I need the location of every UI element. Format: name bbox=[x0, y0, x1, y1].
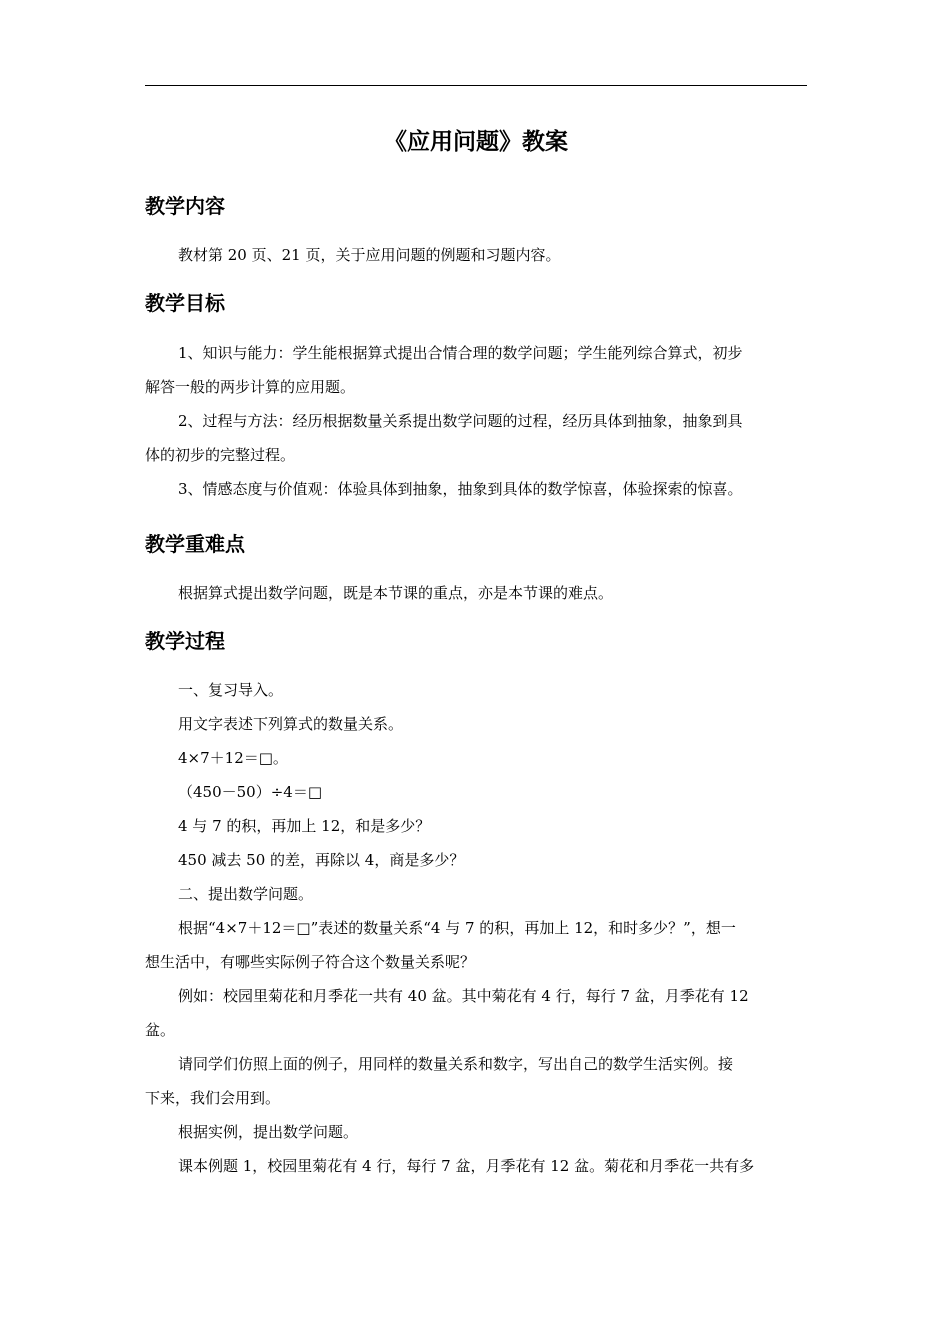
section-keypoints-body bbox=[145, 576, 807, 610]
process-line-describe: 用文字表述下列算式的数量关系。 bbox=[178, 715, 404, 733]
goal-1-line-1: 1、知识与能力：学生能根据算式提出合情合理的数学问题；学生能列综合算式，初步 bbox=[178, 344, 743, 362]
process-paragraph-8-line-2: 想生活中，有哪些实际例子符合这个数量关系呢？ bbox=[145, 953, 476, 971]
process-line-review: 一、复习导入。 bbox=[178, 681, 284, 699]
section-goals-body bbox=[145, 336, 807, 506]
process-description-2: 450 减去 50 的差，再除以 4，商是多少？ bbox=[178, 851, 465, 869]
goal-3: 3、情感态度与价值观：体验具体到抽象，抽象到具体的数学惊喜，体验探索的惊喜。 bbox=[178, 480, 743, 498]
section-heading-keypoints: 教学重难点 bbox=[145, 532, 245, 556]
section-content bbox=[145, 191, 807, 221]
process-paragraph-10-line-1: 请同学们仿照上面的例子，用同样的数量关系和数字，写出自己的数学生活实例。接 bbox=[178, 1055, 734, 1073]
goal-1-line-2: 解答一般的两步计算的应用题。 bbox=[145, 378, 356, 396]
section-heading-process: 教学过程 bbox=[145, 629, 225, 653]
section-process bbox=[145, 626, 807, 656]
process-paragraph-8-line-1: 根据“4×7＋12＝□”表述的数量关系“4 与 7 的积，再加上 12，和时多少？”，想一 bbox=[178, 919, 736, 937]
section-goals bbox=[145, 288, 807, 318]
goal-2-line-1: 2、过程与方法：经历根据数量关系提出数学问题的过程，经历具体到抽象，抽象到具 bbox=[178, 412, 743, 430]
section-heading-goals: 教学目标 bbox=[145, 291, 225, 315]
document-page bbox=[145, 0, 807, 1344]
process-paragraph-10-line-2: 下来，我们会用到。 bbox=[145, 1089, 281, 1107]
content-paragraph: 教材第 20 页、21 页，关于应用问题的例题和习题内容。 bbox=[178, 246, 561, 264]
process-paragraph-11: 根据实例，提出数学问题。 bbox=[178, 1123, 359, 1141]
process-equation-1: 4×7＋12＝□。 bbox=[178, 749, 288, 767]
process-equation-2: （450－50）÷4＝□ bbox=[178, 783, 323, 801]
process-description-1: 4 与 7 的积，再加上 12，和是多少？ bbox=[178, 817, 431, 835]
section-content-body bbox=[145, 238, 807, 272]
process-paragraph-9-line-1: 例如：校园里菊花和月季花一共有 40 盆。其中菊花有 4 行，每行 7 盆，月季花有 12 bbox=[178, 987, 749, 1005]
keypoints-paragraph: 根据算式提出数学问题，既是本节课的重点，亦是本节课的难点。 bbox=[178, 584, 614, 602]
process-paragraph-12: 课本例题 1，校园里菊花有 4 行，每行 7 盆，月季花有 12 盆。菊花和月季花一共有多 bbox=[178, 1157, 755, 1175]
section-process-body bbox=[145, 673, 807, 1183]
document-title: 《应用问题》教案 bbox=[384, 129, 568, 155]
header-rule bbox=[145, 85, 807, 86]
process-paragraph-9-line-2: 盆。 bbox=[145, 1021, 176, 1039]
goal-2-line-2: 体的初步的完整过程。 bbox=[145, 446, 296, 464]
section-heading-content: 教学内容 bbox=[145, 194, 225, 218]
process-line-raise-questions: 二、提出数学问题。 bbox=[178, 885, 314, 903]
section-keypoints bbox=[145, 529, 807, 559]
